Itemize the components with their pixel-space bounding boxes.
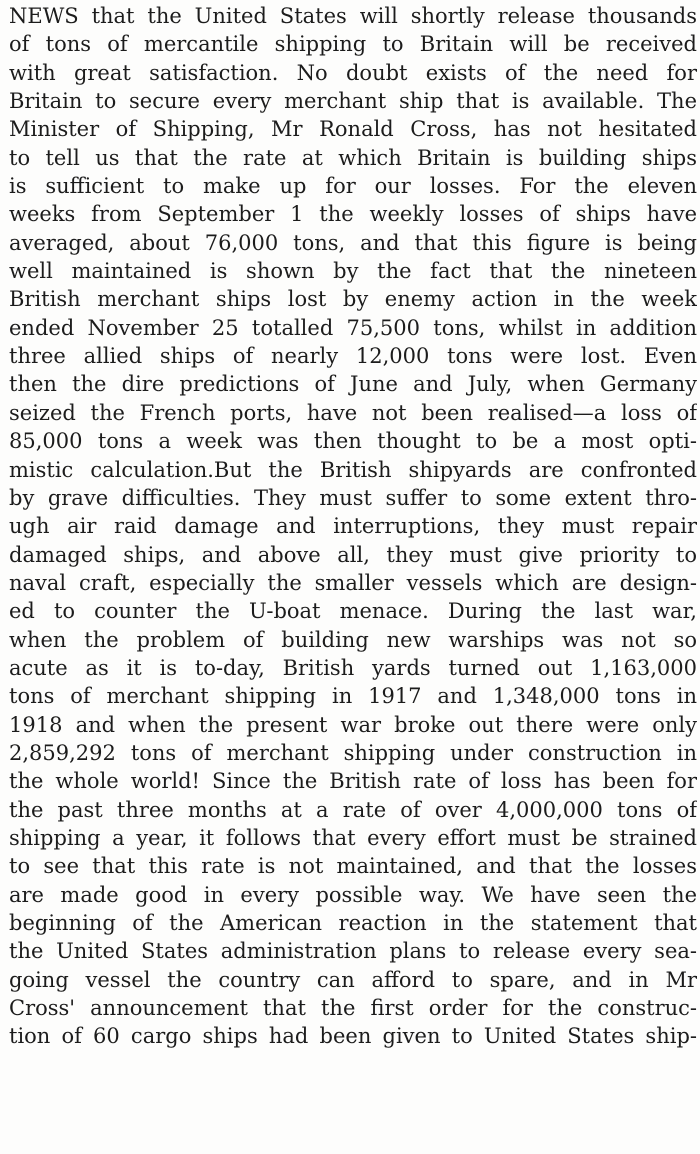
article-line: is sufficient to make up for our losses. For the eleven <box>9 174 697 199</box>
article-line: the past three months at a rate of over 4,000,000 tons of <box>9 797 697 822</box>
article-column <box>9 2 697 1051</box>
article-line: Minister of Shipping, Mr Ronald Cross, has not hesitated <box>9 117 697 142</box>
article-line: then the dire predictions of June and July, when Germany <box>9 372 697 397</box>
article-line: with great satisfaction. No doubt exists of the need for <box>9 60 697 85</box>
article-line: ended November 25 totalled 75,500 tons, whilst in addition <box>9 315 697 340</box>
article-line: damaged ships, and above all, they must give priority to <box>9 542 697 567</box>
article-line: well maintained is shown by the fact that the nineteen <box>9 259 697 284</box>
article-line: acute as it is to-day, British yards turned out 1,163,000 <box>9 655 697 680</box>
article-line: seized the French ports, have not been realised—a loss of <box>9 400 697 425</box>
article-line: the United States administration plans to release every sea- <box>9 939 697 964</box>
article-line: are made good in every possible way. We have seen the <box>9 882 697 907</box>
article-line: ed to counter the U-boat menace. During the last war, <box>9 599 697 624</box>
article-line: beginning of the American reaction in the statement that <box>9 911 697 935</box>
article-line: NEWS that the United States will shortly release thousands <box>9 4 697 28</box>
article-line: shipping a year, it follows that every effort must be strained <box>9 825 697 850</box>
article-line: the whole world! Since the British rate of loss has been for <box>9 769 697 794</box>
article-line: tion of 60 cargo ships had been given to United States ship- <box>9 1024 697 1049</box>
article-line: to see that this rate is not maintained, and that the losses <box>9 854 697 879</box>
article-line: of tons of mercantile shipping to Britain will be received <box>9 32 697 57</box>
article-line: tons of merchant shipping in 1917 and 1,348,000 tons in <box>9 684 697 709</box>
article-line: to tell us that the rate at which Britain is building ships <box>9 145 697 170</box>
article-line: 2,859,292 tons of merchant shipping under construction in <box>9 740 697 765</box>
article-line: three allied ships of nearly 12,000 tons were lost. Even <box>9 344 697 369</box>
article-line: when the problem of building new warships was not so <box>9 627 697 652</box>
article-line: naval craft, especially the smaller vessels which are design- <box>9 570 697 595</box>
article-line: 85,000 tons a week was then thought to be a most opti- <box>9 429 697 454</box>
article-line: 1918 and when the present war broke out there were only <box>9 712 697 737</box>
article-line: weeks from September 1 the weekly losses of ships have <box>9 202 697 227</box>
article-line: by grave difficulties. They must suffer to some extent thro- <box>9 485 697 510</box>
article-line: Cross' announcement that the first order for the construc- <box>9 996 697 1021</box>
article-line: mistic calculation.But the British shipyards are confronted <box>9 457 697 482</box>
article-line: ugh air raid damage and interruptions, they must repair <box>9 514 697 539</box>
article-line: going vessel the country can afford to spare, and in Mr <box>9 967 697 992</box>
article-line: averaged, about 76,000 tons, and that this figure is being <box>9 230 697 255</box>
article-line: British merchant ships lost by enemy action in the week <box>9 287 697 312</box>
article-line: Britain to secure every merchant ship that is available. The <box>9 89 697 114</box>
